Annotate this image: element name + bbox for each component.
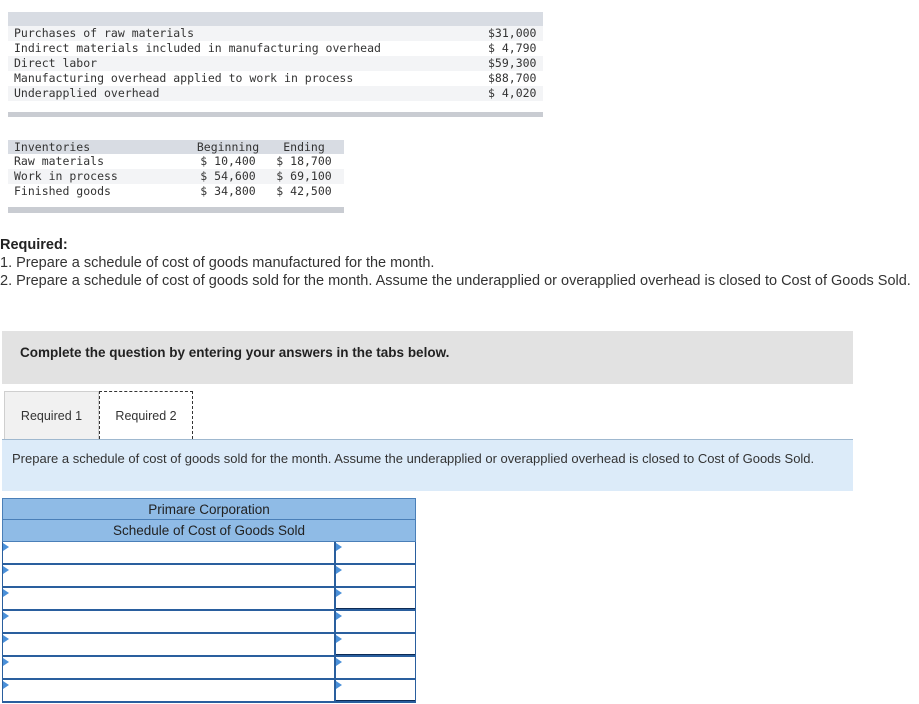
schedule-row (2, 634, 416, 657)
label-input[interactable] (3, 611, 336, 632)
dropdown-arrow-icon (336, 543, 342, 551)
label-input[interactable] (3, 542, 336, 563)
table-row (8, 169, 344, 184)
dropdown-arrow-icon (336, 566, 342, 574)
table-footer-bar (8, 112, 543, 117)
label-input[interactable] (3, 588, 336, 609)
dropdown-arrow-icon (336, 635, 342, 643)
amount-input[interactable] (336, 565, 415, 586)
inventory-ending: $ 69,100 (276, 169, 332, 183)
amount-input[interactable] (336, 680, 415, 701)
table-header-bar (8, 12, 543, 26)
header-inventories: Inventories (14, 140, 91, 154)
schedule-row (2, 680, 416, 703)
dropdown-arrow-icon (3, 566, 9, 574)
schedule-row (2, 588, 416, 611)
inventory-name: Raw materials (14, 154, 105, 168)
inventory-beginning: $ 54,600 (200, 169, 256, 183)
tab-prompt: Prepare a schedule of cost of goods sold for the month. Assume the underapplied or overapplied overhead is closed to Cost of Goods Sold. (2, 439, 853, 491)
table-footer-bar (8, 207, 344, 213)
row-value: $88,700 (488, 71, 537, 85)
table-row (8, 154, 344, 169)
header-ending: Ending (283, 140, 325, 154)
cost-data-table (8, 12, 543, 117)
table-row (8, 26, 543, 41)
schedule-row (2, 657, 416, 680)
row-value: $31,000 (488, 26, 537, 40)
dropdown-arrow-icon (3, 543, 9, 551)
instruction-text: Complete the question by entering your answers in the tabs below. (20, 345, 450, 360)
schedule-row (2, 611, 416, 634)
tab-required-2[interactable]: Required 2 (99, 391, 193, 439)
tab-required-1[interactable]: Required 1 (4, 391, 99, 439)
dropdown-arrow-icon (336, 589, 342, 597)
row-label: Indirect materials included in manufacturing overhead (14, 41, 381, 55)
label-input[interactable] (3, 634, 336, 655)
schedule-row (2, 542, 416, 565)
inventory-beginning: $ 34,800 (200, 184, 256, 198)
dropdown-arrow-icon (3, 589, 9, 597)
schedule-row (2, 565, 416, 588)
dropdown-arrow-icon (3, 681, 9, 689)
dropdown-arrow-icon (3, 612, 9, 620)
required-item-2: 2. Prepare a schedule of cost of goods sold for the month. Assume the underapplied or overapplied overhead is closed to Cost of Goods Sold. (0, 273, 911, 289)
required-section (0, 236, 915, 290)
row-label: Purchases of raw materials (14, 26, 195, 40)
dropdown-arrow-icon (336, 612, 342, 620)
table-row (8, 71, 543, 86)
inventory-ending: $ 18,700 (276, 154, 332, 168)
label-input[interactable] (3, 680, 336, 701)
inventory-beginning: $ 10,400 (200, 154, 256, 168)
row-label: Manufacturing overhead applied to work in process (14, 71, 354, 85)
inventory-name: Work in process (14, 169, 118, 183)
cogs-schedule (2, 498, 416, 704)
row-value: $ 4,790 (488, 41, 537, 55)
table-row (8, 86, 543, 101)
required-title: Required: (0, 237, 68, 253)
dropdown-arrow-icon (336, 658, 342, 666)
amount-input[interactable] (336, 542, 415, 563)
inventory-table (8, 140, 344, 215)
amount-input[interactable] (336, 611, 415, 632)
dropdown-arrow-icon (336, 681, 342, 689)
label-input[interactable] (3, 565, 336, 586)
inventory-header-row (8, 140, 344, 154)
dropdown-arrow-icon (3, 658, 9, 666)
row-label: Underapplied overhead (14, 86, 160, 100)
table-row (8, 184, 344, 199)
required-item-1: 1. Prepare a schedule of cost of goods manufactured for the month. (0, 255, 435, 271)
inventory-name: Finished goods (14, 184, 111, 198)
amount-input[interactable] (336, 588, 415, 609)
row-label: Direct labor (14, 56, 98, 70)
instruction-box (2, 331, 853, 384)
schedule-company: Primare Corporation (2, 498, 416, 520)
schedule-title: Schedule of Cost of Goods Sold (2, 520, 416, 542)
table-row (8, 56, 543, 71)
label-input[interactable] (3, 657, 336, 678)
row-value: $ 4,020 (488, 86, 537, 100)
inventory-ending: $ 42,500 (276, 184, 332, 198)
amount-input[interactable] (336, 657, 415, 678)
amount-input[interactable] (336, 634, 415, 655)
dropdown-arrow-icon (3, 635, 9, 643)
header-beginning: Beginning (196, 140, 260, 154)
table-row (8, 41, 543, 56)
row-value: $59,300 (488, 56, 537, 70)
